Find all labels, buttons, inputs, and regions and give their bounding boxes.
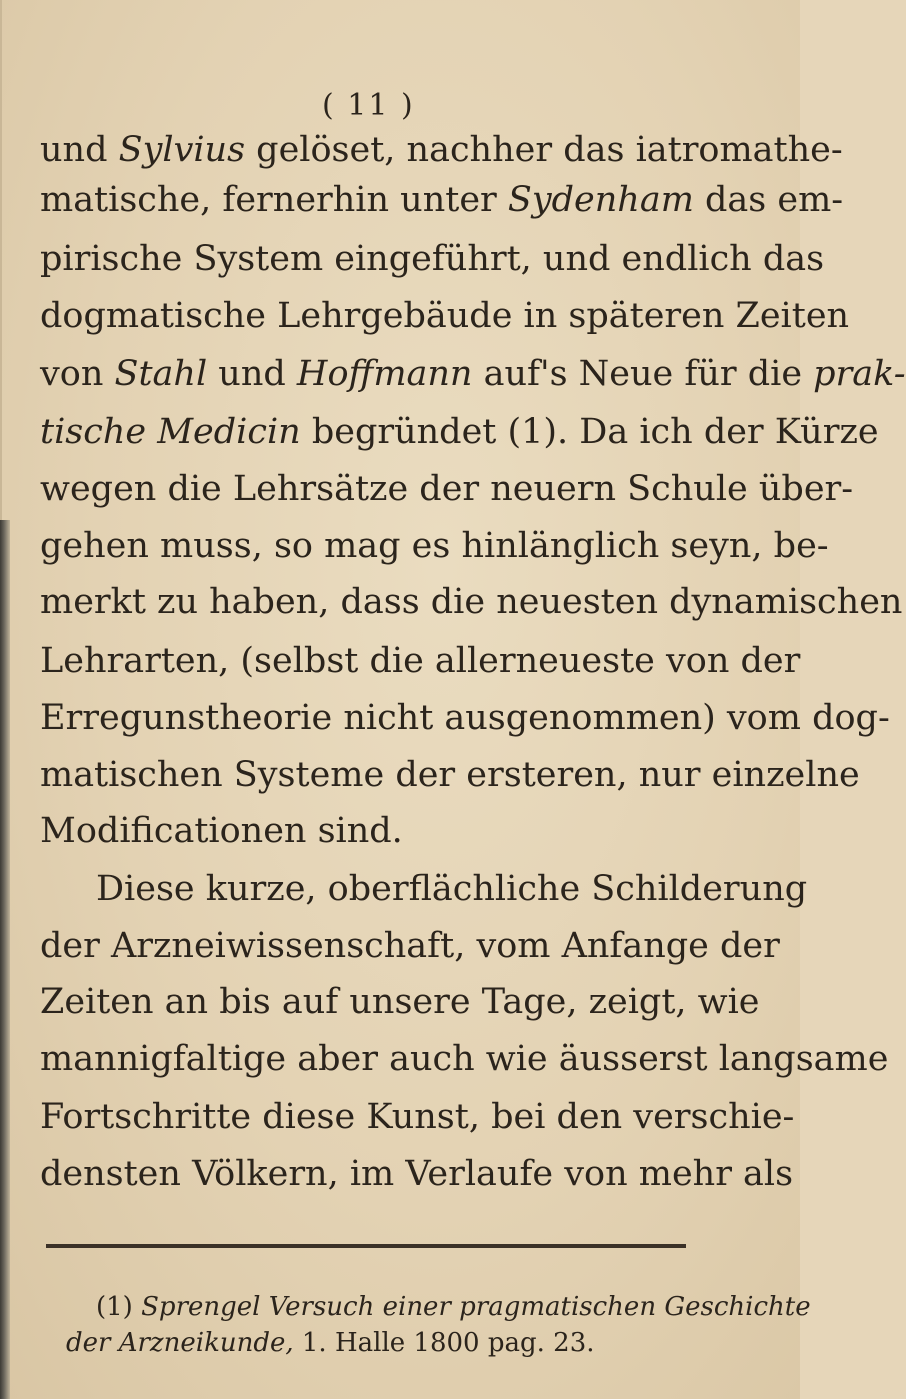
text-line-14: Diese kurze, oberflächliche Schilderung xyxy=(96,869,808,909)
text-line-5: von Stahl und Hoffmann auf's Neue für die prak- xyxy=(40,354,906,394)
page-number: ( 11 ) xyxy=(322,88,415,123)
text-line-12: matischen Systeme der ersteren, nur einzelne xyxy=(40,755,860,795)
text-line-4: dogmatische Lehrgebäude in späteren Zeiten xyxy=(40,296,850,336)
text-line-1: und Sylvius gelöset, nachher das iatromathe- xyxy=(40,130,843,170)
text-line-3: pirische System eingeführt, und endlich das xyxy=(40,239,825,279)
footnote-line-2: der Arzneikunde, 1. Halle 1800 pag. 23. xyxy=(66,1328,595,1358)
text-line-9: merkt zu haben, dass die neuesten dynamischen xyxy=(40,582,903,622)
text-line-18: Fortschritte diese Kunst, bei den verschie- xyxy=(40,1097,795,1137)
page-edge-shadow xyxy=(0,520,10,1399)
text-line-16: Zeiten an bis auf unsere Tage, zeigt, wie xyxy=(40,982,760,1022)
page-edge-top xyxy=(0,0,2,520)
text-line-10: Lehrarten, (selbst die allerneueste von der xyxy=(40,641,801,681)
text-line-11: Erregunstheorie nicht ausgenommen) vom dog- xyxy=(40,698,890,738)
text-line-7: wegen die Lehrsätze der neuern Schule über- xyxy=(40,469,854,509)
text-line-6: tische Medicin begründet (1). Da ich der Kürze xyxy=(40,412,879,452)
text-line-19: densten Völkern, im Verlaufe von mehr als xyxy=(40,1154,794,1194)
text-line-8: gehen muss, so mag es hinlänglich seyn, be- xyxy=(40,526,829,566)
text-line-15: der Arzneiwissenschaft, vom Anfange der xyxy=(40,926,780,966)
text-line-13: Modificationen sind. xyxy=(40,811,403,851)
text-line-17: mannigfaltige aber auch wie äusserst langsame xyxy=(40,1039,889,1079)
footnote-separator xyxy=(46,1244,686,1248)
footnote-line-1: (1) Sprengel Versuch einer pragmatischen Geschichte xyxy=(96,1292,811,1322)
text-line-2: matische, fernerhin unter Sydenham das em- xyxy=(40,180,844,220)
